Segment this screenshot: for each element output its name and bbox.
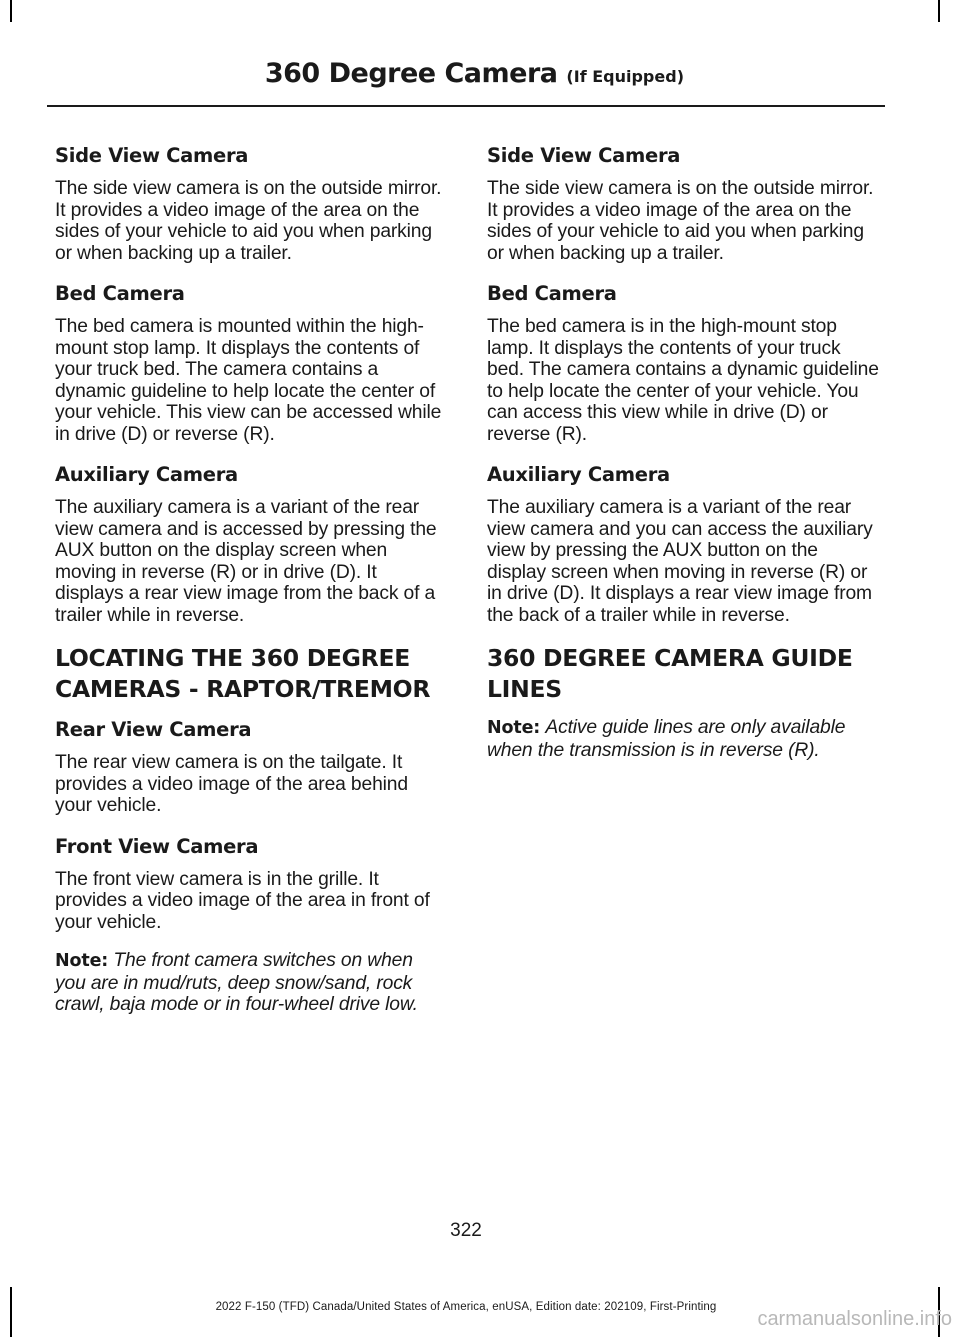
edition-footer: 2022 F-150 (TFD) Canada/United States of America, enUSA, Edition date: 202109, First-Printing	[215, 1301, 717, 1313]
left-column	[55, 143, 447, 1033]
header-divider	[47, 105, 885, 107]
page-number: 322	[450, 1220, 482, 1241]
right-column	[487, 143, 879, 778]
crop-mark-top-left	[10, 0, 12, 22]
auxiliary-camera-paragraph: The auxiliary camera is a variant of the rear view camera and you can access the auxiliary view by pressing the AUX button on the display screen when moving in reverse (R) or in drive (D). It displays a rear view image from the back of a trailer while in reverse.	[487, 497, 873, 626]
side-view-camera-paragraph: The side view camera is on the outside mirror. It provides a video image of the area on the sides of your vehicle to aid you when parking or when backing up a trailer.	[55, 178, 442, 264]
side-view-camera-heading: Side View Camera	[55, 144, 249, 167]
front-view-camera-heading: Front View Camera	[55, 834, 259, 858]
note-label: Note:	[55, 951, 109, 971]
bed-camera-paragraph: The bed camera is mounted within the high-mount stop lamp. It displays the contents of your truck bed. The camera contains a dynamic guideline to help locate the center of your vehicle. This view can be accessed while in drive (D) or reverse (R).	[55, 316, 442, 445]
section-heading-line-2: LINES	[487, 675, 562, 703]
guide-lines-note	[487, 717, 879, 761]
bed-camera-heading: Bed Camera	[487, 282, 617, 305]
auxiliary-camera-heading: Auxiliary Camera	[487, 463, 670, 486]
bed-camera-paragraph: The bed camera is in the high-mount stop lamp. It displays the contents of your truck bed. The camera contains a dynamic guideline to help locate the center of your vehicle. You can access this view while in drive (D) or reverse (R).	[487, 316, 879, 445]
rear-view-camera-heading: Rear View Camera	[55, 718, 252, 741]
section-heading-line-2: CAMERAS - RAPTOR/TREMOR	[55, 675, 431, 703]
note-text: Active guide lines are only available when the transmission is in reverse (R).	[487, 717, 846, 761]
bed-camera-heading: Bed Camera	[55, 282, 185, 305]
crop-mark-top-right	[938, 0, 940, 22]
rear-view-camera-paragraph: The rear view camera is on the tailgate. It provides a video image of the area behind your vehicle.	[55, 752, 408, 816]
header-title-suffix: (If Equipped)	[566, 67, 684, 86]
note-label: Note:	[487, 718, 541, 738]
page-header-title	[265, 58, 684, 89]
front-view-camera-paragraph: The front view camera is in the grille. It provides a video image of the area in front of your vehicle.	[55, 868, 430, 933]
side-view-camera-heading: Side View Camera	[487, 144, 681, 167]
front-camera-note	[55, 950, 447, 1016]
auxiliary-camera-paragraph: The auxiliary camera is a variant of the rear view camera and is accessed by pressing the AUX button on the display screen when moving in reverse (R) or in drive (D). It displays a rear view image from the back of a trailer while in reverse.	[55, 497, 437, 626]
guide-lines-section-heading	[487, 643, 879, 705]
section-heading-line-1: 360 DEGREE CAMERA GUIDE	[487, 644, 853, 672]
side-view-camera-paragraph: The side view camera is on the outside mirror. It provides a video image of the area on the sides of your vehicle to aid you when parking or when backing up a trailer.	[487, 178, 874, 264]
locating-cameras-section-heading	[55, 643, 447, 705]
auxiliary-camera-heading: Auxiliary Camera	[55, 463, 238, 486]
header-title-text: 360 Degree Camera	[264, 58, 558, 89]
section-heading-line-1: LOCATING THE 360 DEGREE	[55, 644, 410, 672]
watermark: carmanualsonline.info	[757, 1308, 952, 1330]
note-text: The front camera switches on when you are in mud/ruts, deep snow/sand, rock crawl, baja mode or in four-wheel drive low.	[55, 950, 418, 1015]
